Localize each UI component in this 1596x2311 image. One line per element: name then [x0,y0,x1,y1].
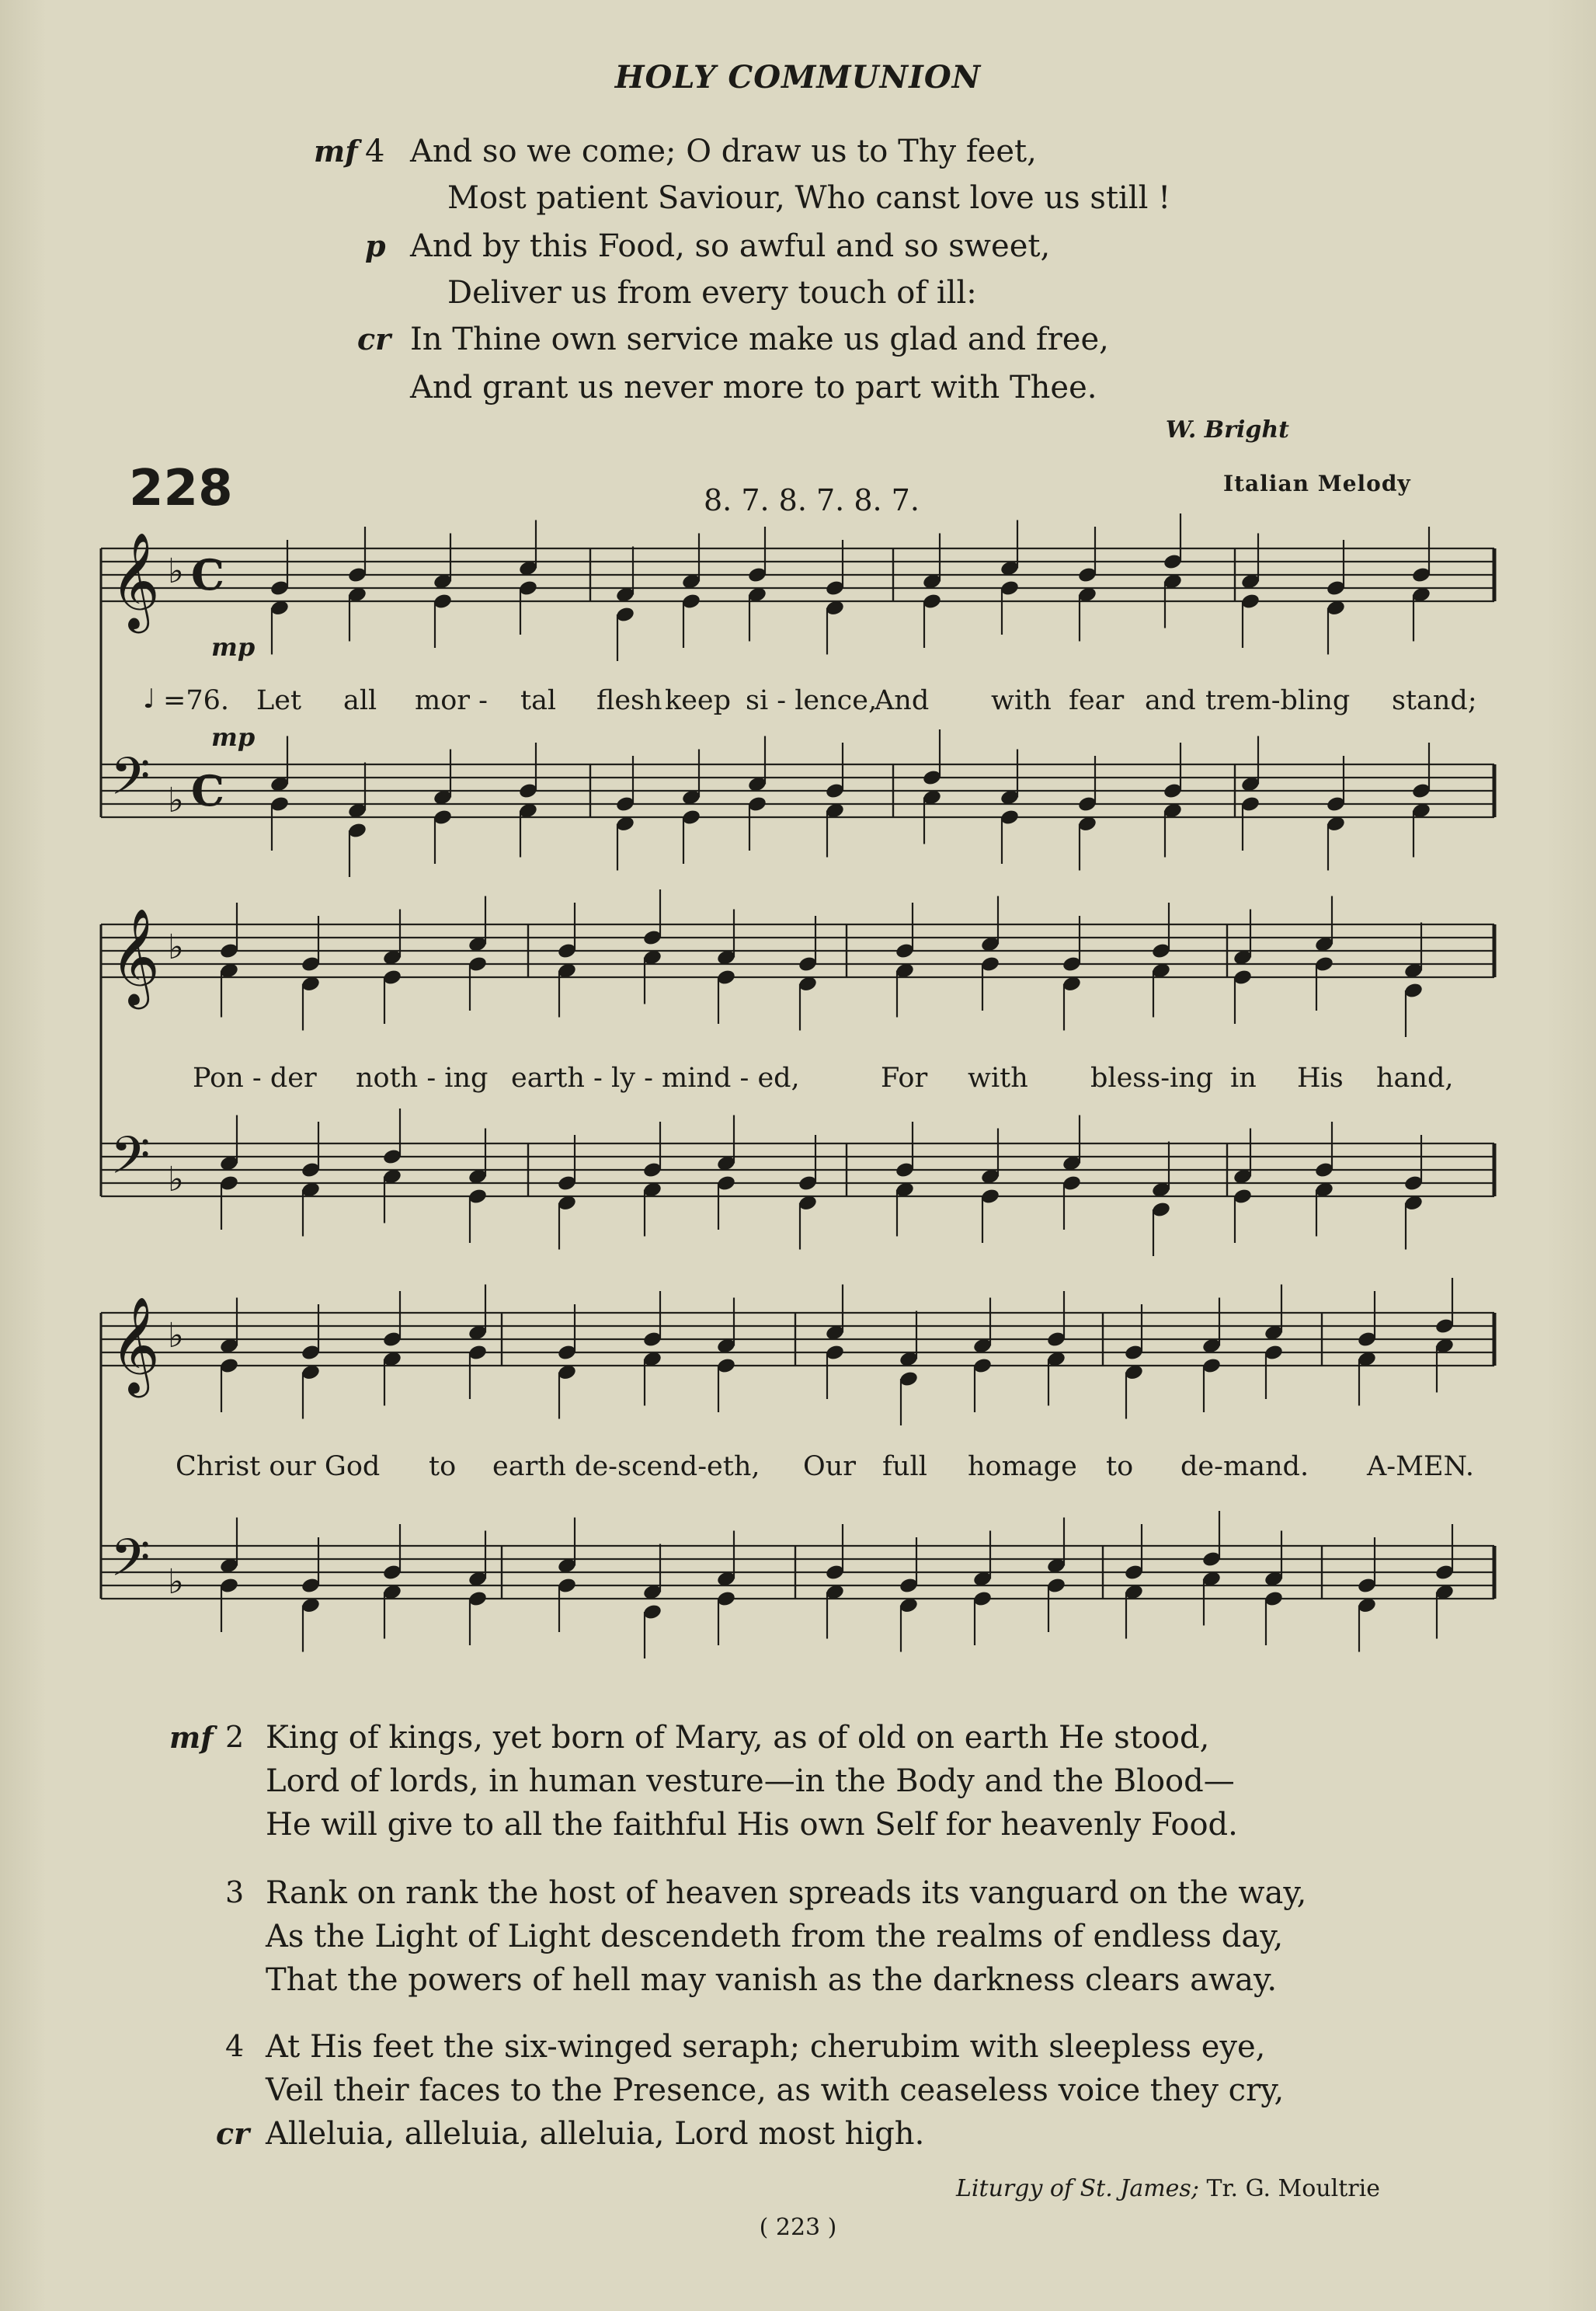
key-signature-flat-icon: ♭ [168,1160,184,1199]
source-italic: Liturgy of St. James; [956,2175,1199,2202]
lyric-syllable: flesh [596,685,662,716]
lyric-syllable: homage [968,1451,1077,1482]
verse-number: 4 [365,134,385,169]
verse-line: At His feet the six-winged seraph; cherubim with sleepless eye, [266,2029,1266,2065]
verse-line: Lord of lords, in human vesture—in the Body and the Blood— [266,1763,1235,1799]
lyric-syllable: Our [803,1451,856,1482]
lyric-syllable: with [991,685,1052,716]
treble-clef-icon: 𝄞 [110,532,160,629]
hymn-meter: 8. 7. 8. 7. 8. 7. [704,483,920,517]
author-attribution: W. Bright [1165,416,1289,444]
hymn-number: 228 [129,460,233,517]
key-signature-flat-icon: ♭ [168,928,184,967]
verse-number: 2 [225,1720,245,1754]
lyric-syllable: earth - ly - mind - ed, [511,1063,800,1094]
lyric-syllable: trem-bling [1205,685,1351,716]
lyric-syllable: full [882,1451,927,1482]
lyric-syllable: A-MEN. [1367,1451,1475,1482]
lyric-syllable: to [1106,1451,1134,1482]
lyric-syllable: tal [520,685,557,716]
verse-line: Deliver us from every touch of ill: [447,275,977,311]
dynamic-mark: cr [216,2116,250,2151]
lyric-syllable: For [881,1063,928,1094]
verse-number: 4 [225,2029,245,2063]
verse-line: That the powers of hell may vanish as the darkness clears away. [266,1962,1278,1998]
dynamic-mark: mf [169,1720,214,1755]
lyric-syllable: noth - ing [356,1063,489,1094]
lyric-syllable: hand, [1376,1063,1454,1094]
running-header: HOLY COMMUNION [614,59,982,96]
key-signature-flat-icon: ♭ [168,781,184,820]
verse-line: Alleluia, alleluia, alleluia, Lord most high. [266,2116,925,2152]
verse-line: He will give to all the faithful His own Self for heavenly Food. [266,1807,1238,1843]
tempo-marking: =76. [163,685,229,716]
key-signature-flat-icon: ♭ [168,1316,184,1356]
lyric-syllable: keep [665,685,732,716]
lyric-syllable: His [1297,1063,1344,1094]
lyric-syllable: mor - [415,685,488,716]
verse-line: And so we come; O draw us to Thy feet, [410,134,1037,169]
tune-name: Italian Melody [1223,471,1411,496]
time-signature-icon: C [191,766,224,816]
lyric-syllable: Let [256,685,302,716]
lyric-syllable: si - lence, [746,685,878,716]
page-number: ( 223 ) [759,2214,837,2241]
key-signature-flat-icon: ♭ [168,552,184,591]
lyric-syllable: in [1230,1063,1257,1094]
bass-clef-icon: 𝄢 [110,747,151,819]
dynamic-mark-treble: mp [211,632,256,662]
lyric-syllable: and [1145,685,1196,716]
source-translator: Tr. G. Moultrie [1198,2175,1380,2202]
verse-line: Veil their faces to the Presence, as with ceaseless voice they cry, [266,2073,1285,2108]
lyric-syllable: to [429,1451,457,1482]
lyric-syllable: Christ our God [176,1451,381,1482]
verse-line: As the Light of Light descendeth from the realms of endless day, [266,1919,1284,1954]
lyric-syllable: with [968,1063,1028,1094]
dynamic-mark: p [365,228,386,263]
lyric-syllable: fear [1069,685,1125,716]
verse-line: In Thine own service make us glad and free, [410,322,1109,357]
bass-clef-icon: 𝄢 [110,1528,151,1600]
lyric-syllable: earth de-scend-eth, [492,1451,760,1482]
treble-clef-icon: 𝄞 [110,908,160,1005]
verse-line: King of kings, yet born of Mary, as of old on earth He stood, [266,1720,1210,1756]
lyric-syllable: Pon - der [193,1063,317,1094]
quarter-note-icon: ♩ [143,684,156,715]
lyric-syllable: And [874,685,930,716]
bass-clef-icon: 𝄢 [110,1126,151,1198]
verse-line: Rank on rank the host of heaven spreads its vanguard on the way, [266,1875,1307,1911]
dynamic-mark: cr [357,322,391,357]
verse-line: And grant us never more to part with Thee. [410,370,1097,405]
lyric-syllable: all [343,685,377,716]
text-source [956,2175,1380,2202]
lyric-syllable: de-mand. [1180,1451,1309,1482]
treble-clef-icon: 𝄞 [110,1296,160,1394]
lyric-syllable: stand; [1392,685,1477,716]
key-signature-flat-icon: ♭ [168,1562,184,1602]
verse-line: Most patient Saviour, Who canst love us still ! [447,180,1171,216]
dynamic-mark-bass: mp [211,722,256,752]
verse-line: And by this Food, so awful and so sweet, [410,228,1051,264]
time-signature-icon: C [191,550,224,600]
dynamic-mark: mf [314,134,358,169]
lyric-syllable: bless-ing [1090,1063,1214,1094]
verse-number: 3 [225,1875,245,1909]
